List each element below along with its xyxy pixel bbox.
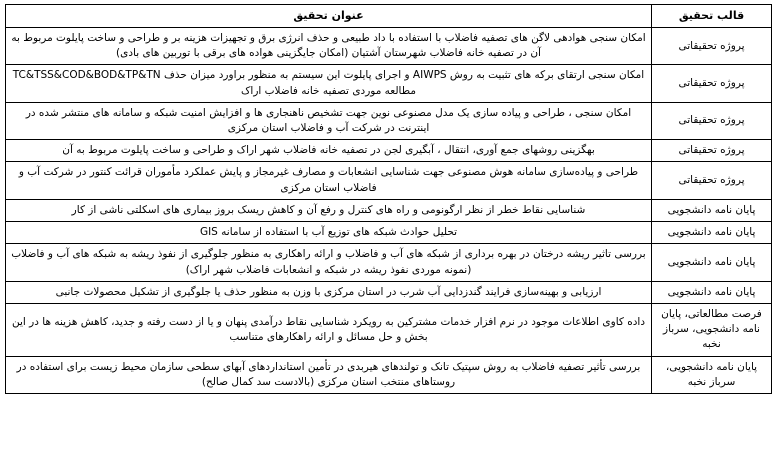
table-row (6, 199, 772, 221)
research-topics-table (5, 4, 772, 394)
row-format: پایان نامه دانشجویی (652, 222, 772, 244)
table-row (6, 140, 772, 162)
table-row (6, 222, 772, 244)
table-header (6, 5, 772, 28)
row-title: بهگزینی روشهای جمع آوری، انتقال ، آبگیری لجن در تصفیه خانه فاضلاب شهر اراک و طراحی و ساخت پایلوت مربوط به آن (6, 140, 652, 162)
table-body (6, 27, 772, 393)
row-format: پایان نامه دانشجویی (652, 199, 772, 221)
row-title: بررسی تأثیر تصفیه فاضلاب به روش سپتیک تانک و تولندهای هیربدی در تأمین استانداردهای آبهای سطحی سازمان محیط زیست برای استفاده در روستاهای منتخب استان مرکزی (بالادست سد کمال صالح) (6, 356, 652, 393)
table-row (6, 304, 772, 357)
row-title: امکان سنجی هوادهی لاگن های تصفیه فاضلاب با استفاده با داد طبیعی و حذف انرژی برق و تجهیزات هزینه بر و طراحی و ساخت پایلوت مربوط به آن در تصفیه خانه فاضلاب شهرستان آشتیان (امکان جایگزینی هواده های برقی با توربین های بادی) (6, 27, 652, 64)
table-row (6, 27, 772, 64)
row-title: شناسایی نقاط خطر از نظر ارگونومی و راه های کنترل و رفع آن و کاهش ریسک بروز بیماری های اسکلتی ناشی از کار (6, 199, 652, 221)
table-row (6, 162, 772, 199)
row-format: پایان نامه دانشجویی (652, 244, 772, 281)
column-header-format: قالب تحقیق (652, 5, 772, 28)
table-row (6, 102, 772, 139)
table-header-row (6, 5, 772, 28)
row-format: پروژه تحقیقاتی (652, 162, 772, 199)
row-title: امکان سنجی ارتقای برکه های تثبیت به روش AIWPS و اجرای پایلوت این سیستم به منظور براورد میزان حذف TC&TSS&COD&BOD&TP&TN مطالعه موردی تصفیه خانه فاضلاب اراک (6, 65, 652, 102)
row-format: پروژه تحقیقاتی (652, 140, 772, 162)
row-format: پایان نامه دانشجویی (652, 281, 772, 303)
row-title: بررسی تاثیر ریشه درختان در بهره برداری از شبکه های آب و فاضلاب و ارائه راهکاری به منظور جلوگیری از نفوذ ریشه به شبکه های آب و فاضلاب (نمونه موردی نفوذ ریشه در شبکه و انشعابات فاضلاب شهر اراک) (6, 244, 652, 281)
row-title: امکان سنجی ، طراحی و پیاده سازی یک مدل مصنوعی نوین جهت تشخیص ناهنجاری ها و افزایش امنیت شبکه و سامانه های منتشر شده در اینترنت در شرکت آب و فاضلاب استان مرکزی (6, 102, 652, 139)
row-format: پروژه تحقیقاتی (652, 102, 772, 139)
table-row (6, 281, 772, 303)
row-format: پروژه تحقیقاتی (652, 65, 772, 102)
row-title: ارزیابی و بهینه‌سازی فرایند گندزدایی آب شرب در استان مرکزی با وزن به منظور حذف یا جلوگیری از تشکیل محصولات جانبی (6, 281, 652, 303)
row-title: داده کاوی اطلاعات موجود در نرم افزار خدمات مشترکین به رویکرد شناسایی نقاط درآمدی پنهان و یا از دست رفته و جدید، کاهش هزینه ها در این بخش و حل مسائل و ارائه راهکارهای متناسب (6, 304, 652, 357)
row-format: فرصت مطالعاتی، پایان نامه دانشجویی، سرباز نخبه (652, 304, 772, 357)
table-row (6, 356, 772, 393)
table-row (6, 65, 772, 102)
row-format: پروژه تحقیقاتی (652, 27, 772, 64)
column-header-title: عنوان تحقیق (6, 5, 652, 28)
row-title: طراحی و پیاده‌سازی سامانه هوش مصنوعی جهت شناسایی انشعابات و مصارف غیرمجاز و پایش عملکرد مأموران قرائت کنتور در شرکت آب و فاضلاب استان مرکزی (6, 162, 652, 199)
row-title: تحلیل حوادث شبکه های توزیع آب با استفاده از سامانه GIS (6, 222, 652, 244)
row-format: پایان نامه دانشجویی، سرباز نخبه (652, 356, 772, 393)
table-row (6, 244, 772, 281)
